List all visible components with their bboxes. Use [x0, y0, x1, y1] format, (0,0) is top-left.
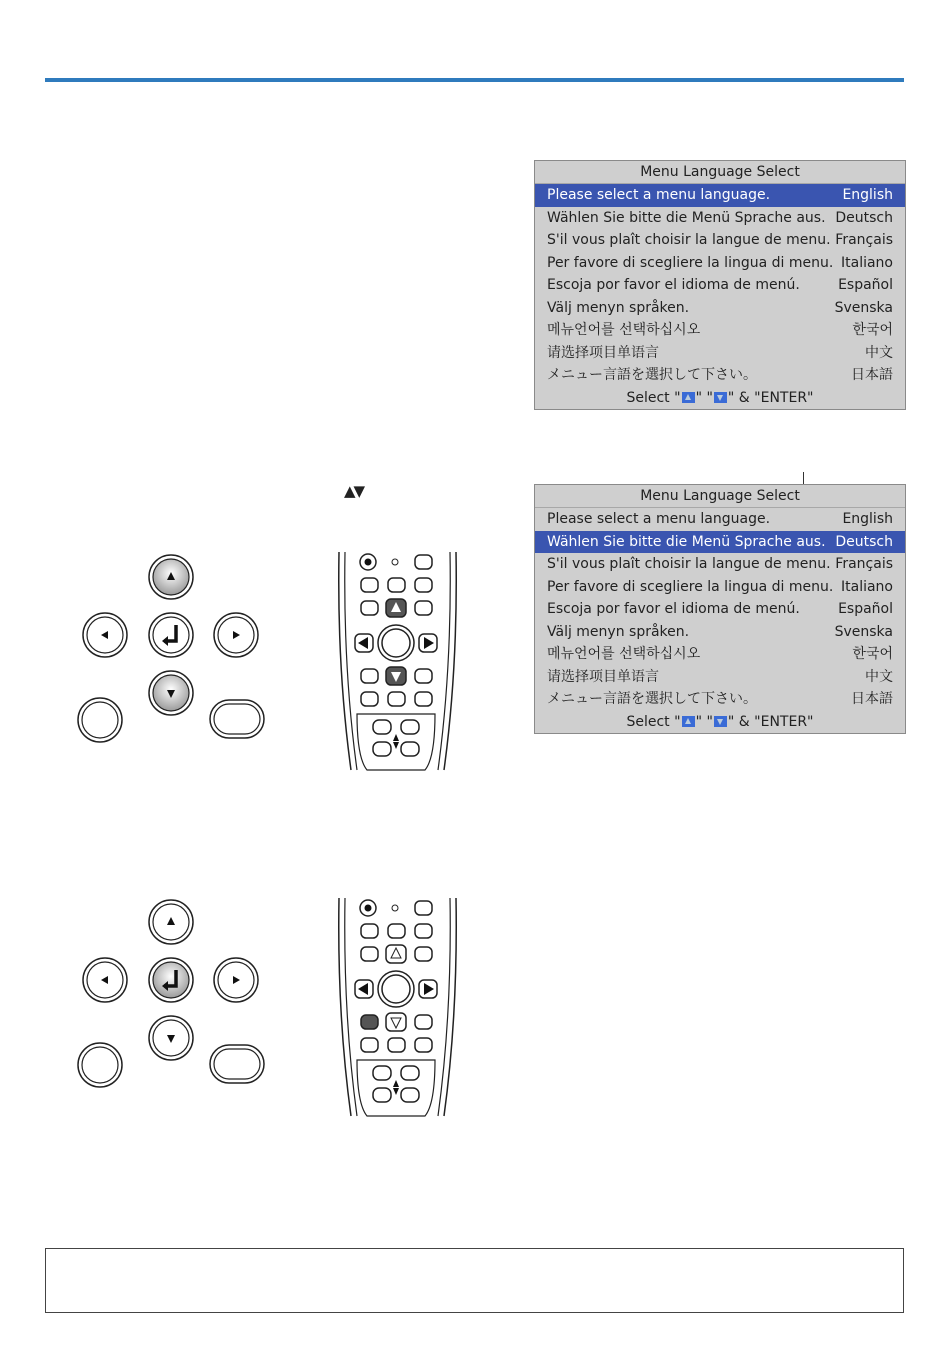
remote-button[interactable] [388, 578, 405, 592]
menu-row-francais[interactable]: S'il vous plaît choisir la langue de menu. Français [547, 556, 893, 572]
pad-up-button[interactable] [149, 555, 193, 599]
remote-power-button[interactable] [360, 554, 376, 570]
remote-button[interactable] [388, 1038, 405, 1052]
pad-round-button[interactable] [78, 698, 122, 742]
menu-row-italiano[interactable]: Per favore di scegliere la lingua di menu. Italiano [547, 254, 893, 271]
remote-button[interactable] [388, 692, 405, 706]
remote-button[interactable] [415, 1015, 432, 1029]
remote-button[interactable] [415, 947, 432, 961]
menu-row-japanese[interactable]: メニュー言語を選択して下さい。 日本語 [547, 691, 893, 707]
menu-footer: Select " " " " & "ENTER" [626, 713, 814, 730]
remote-button[interactable] [415, 578, 432, 592]
remote-button[interactable] [415, 924, 432, 938]
remote-button[interactable] [361, 924, 378, 938]
remote-button[interactable] [373, 720, 391, 734]
menu-row-chinese[interactable]: 请选择项目单语言 中文 [547, 344, 893, 361]
remote-left-button[interactable] [355, 634, 373, 652]
menu-row-chinese[interactable]: 请选择项目单语言 中文 [547, 668, 893, 685]
header-rule [45, 78, 904, 82]
up-arrow-icon [682, 392, 695, 403]
menu-row-japanese[interactable]: メニュー言語を選択して下さい。 日本語 [547, 367, 893, 383]
remote-button[interactable] [415, 901, 432, 915]
menu-row-francais[interactable]: S'il vous plaît choisir la langue de menu. Français [547, 232, 893, 248]
menu-row-deutsch[interactable]: Wählen Sie bitte die Menü Sprache aus. Deutsch [535, 531, 905, 554]
remote-button[interactable] [415, 555, 432, 569]
menu-row-korean[interactable]: 메뉴언어를 선택하십시오 한국어 [547, 322, 893, 338]
remote-button[interactable] [373, 742, 391, 756]
remote-button[interactable] [401, 742, 419, 756]
remote-enter-button[interactable] [378, 971, 414, 1007]
remote-button[interactable] [361, 692, 378, 706]
remote-button[interactable] [415, 1038, 432, 1052]
remote-button[interactable] [361, 601, 378, 615]
pad-down-button[interactable] [149, 1016, 193, 1060]
pad-enter-button[interactable] [149, 958, 193, 1002]
remote-button[interactable] [401, 1066, 419, 1080]
note-box [45, 1248, 904, 1313]
menu-footer: Select " " " " & "ENTER" [626, 389, 814, 406]
pad-enter-button[interactable] [149, 613, 193, 657]
menu-row-english[interactable]: Please select a menu language. English [547, 511, 893, 527]
pad-up-button[interactable] [149, 900, 193, 944]
remote-left-button[interactable] [355, 980, 373, 998]
remote-button[interactable] [373, 1066, 391, 1080]
pad-right-button[interactable] [214, 958, 258, 1002]
remote-power-button[interactable] [360, 900, 376, 916]
menu-row-svenska[interactable]: Välj menyn språken. Svenska [547, 623, 893, 640]
remote-down-button[interactable] [386, 1013, 406, 1031]
pad-round-button[interactable] [78, 1043, 122, 1087]
remote-highlighted-button[interactable] [361, 1015, 378, 1029]
menu-row-korean[interactable]: 메뉴언어를 선택하십시오 한국어 [547, 646, 893, 662]
remote-up-button[interactable] [386, 945, 406, 963]
remote-button[interactable] [415, 692, 432, 706]
pad-right-button[interactable] [214, 613, 258, 657]
pad-down-button[interactable] [149, 671, 193, 715]
up-arrow-icon [682, 716, 695, 727]
pad-oval-button[interactable] [210, 700, 264, 738]
control-pad-2 [70, 890, 280, 1095]
pad-oval-button[interactable] [210, 1045, 264, 1083]
menu-row-espanol[interactable]: Escoja por favor el idioma de menú. Español [547, 601, 893, 617]
remote-button[interactable] [361, 947, 378, 961]
menu-title: Menu Language Select [535, 161, 905, 184]
menu-language-select-panel-2 [534, 484, 906, 734]
remote-button[interactable] [415, 601, 432, 615]
remote-control-1 [335, 548, 460, 772]
remote-right-button[interactable] [419, 634, 437, 652]
remote-button[interactable] [373, 1088, 391, 1102]
indicator-light [392, 559, 398, 565]
remote-up-button[interactable] [386, 599, 406, 617]
menu-row-svenska[interactable]: Välj menyn språken. Svenska [547, 299, 893, 316]
pad-left-button[interactable] [83, 613, 127, 657]
remote-button[interactable] [415, 669, 432, 683]
remote-button[interactable] [361, 578, 378, 592]
menu-title: Menu Language Select [535, 485, 905, 508]
remote-button[interactable] [361, 1038, 378, 1052]
pad-left-button[interactable] [83, 958, 127, 1002]
remote-button[interactable] [388, 924, 405, 938]
menu-row-deutsch[interactable]: Wählen Sie bitte die Menü Sprache aus. Deutsch [547, 209, 893, 226]
remote-enter-button[interactable] [378, 625, 414, 661]
remote-button[interactable] [401, 1088, 419, 1102]
menu-language-select-panel-1 [534, 160, 906, 410]
menu-row-espanol[interactable]: Escoja por favor el idioma de menú. Español [547, 277, 893, 293]
menu-row-italiano[interactable]: Per favore di scegliere la lingua di menu. Italiano [547, 578, 893, 595]
remote-right-button[interactable] [419, 980, 437, 998]
remote-control-2 [335, 894, 460, 1118]
indicator-light [392, 905, 398, 911]
remote-down-button[interactable] [386, 667, 406, 685]
down-arrow-icon [714, 392, 727, 403]
down-arrow-icon [714, 716, 727, 727]
remote-button[interactable] [361, 669, 378, 683]
up-down-arrows-glyph: ▲▼ [344, 482, 364, 500]
menu-row-english[interactable]: Please select a menu language. English [535, 184, 905, 207]
control-pad-1 [70, 545, 280, 750]
remote-button[interactable] [401, 720, 419, 734]
